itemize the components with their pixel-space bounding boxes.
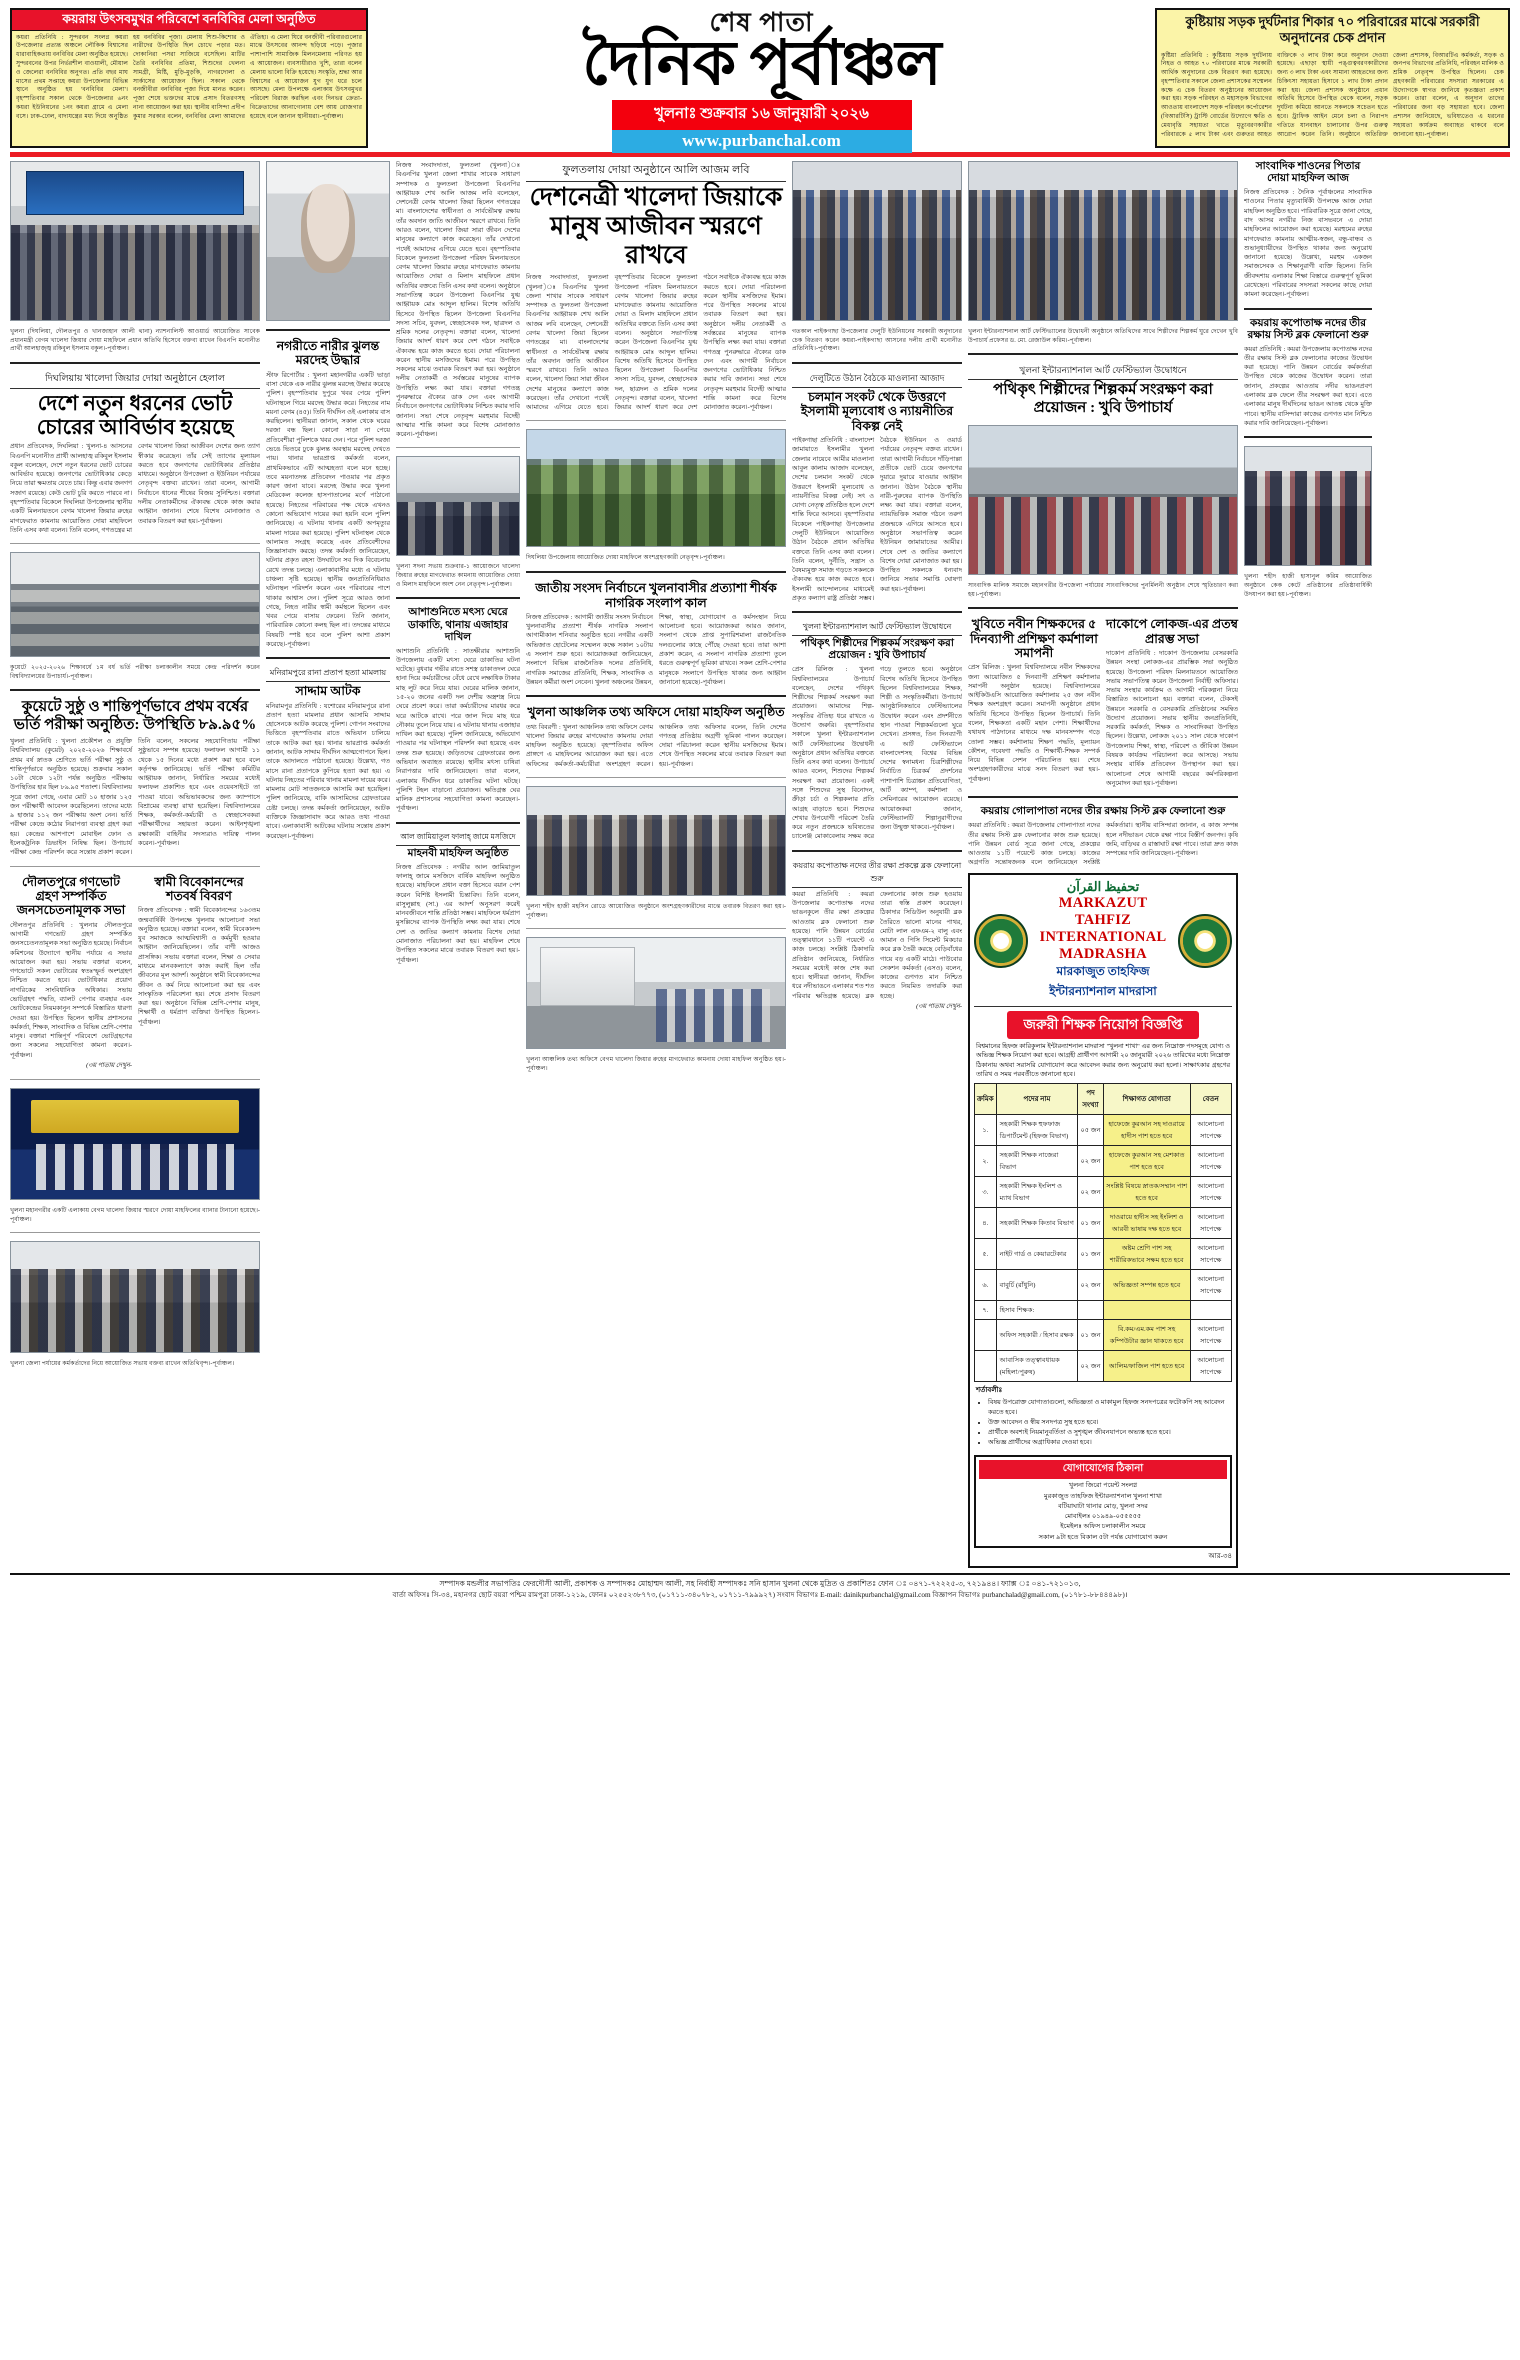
teaser-left-headline: কয়রায় উৎসবমুখর পরিবেশে বনবিবির মেলা অনুষ্ঠিত bbox=[12, 10, 366, 31]
contact-line: সকাল ৯টা হতে বিকাল ৫টা পর্যন্ত যোগাযোগ করুন bbox=[1038, 1533, 1168, 1541]
table-cell: ৭. bbox=[975, 1301, 997, 1320]
table-cell: সহকারী শিক্ষক নাজেরা বিভাগ bbox=[996, 1146, 1078, 1177]
table-cell: আলোচনা সাপেক্ষে bbox=[1190, 1239, 1231, 1270]
photo-award-ceremony bbox=[968, 161, 1238, 321]
article-jatiyo-sangsad bbox=[526, 581, 786, 687]
ad-conditions bbox=[974, 1382, 1232, 1451]
table-cell: সহকারী শিক্ষক ইংলিশ ও ম্যাথ বিভাগ bbox=[996, 1177, 1078, 1208]
article-body: আশাশুনি প্রতিনিধি : সাতক্ষীরার আশাশুনি উপজেলায় একটি মৎস্য ঘেরে ডাকাতির ঘটনা ঘটেছে। বুধবার গভীর রাতে সশস্ত্র ডাকাতদল ঘেরে হানা দিয়ে কর্মচারীদের বেঁধে রেখে লক্ষাধিক টাকার মাছ লুট করে নিয়ে যায়। ঘেরের মালিক জানান, ১৫-২০ জনের একটি দল দেশীয় অস্ত্রশস্ত্র নিয়ে ঘেরে প্রবেশ করে। তারা কর্মচারীদের মারধর করে ঘরে আটকে রাখে। পরে জাল দিয়ে মাছ ধরে নৌকায় তুলে নিয়ে যায়। এ ঘটনায় থানায় এজাহার দাখিল করা হয়েছে। পুলিশ জানিয়েছে, অভিযোগ পাওয়ার পর ঘটনাস্থল পরিদর্শন করা হয়েছে এবং তদন্ত শুরু হয়েছে। জড়িতদের গ্রেফতারের জন্য অভিযান অব্যাহত রয়েছে। স্থানীয় মৎস্য চাষিরা নিরাপত্তার দাবি জানিয়েছেন। তারা বলেন, এলাকায় দীর্ঘদিন ধরে ডাকাতির ঘটনা ঘটছে। পুলিশি টহল বাড়ানো প্রয়োজন। ক্ষতিগ্রস্ত ঘের মালিক প্রশাসনের সহযোগিতা কামনা করেছেন।-পূর্বাঞ্চল। bbox=[396, 647, 520, 813]
article-body: নিজস্ব প্রতিবেদক : নগরীর আল জামিয়াতুল ফালাহ্ জামে মসজিদে বার্ষিক মাহফিল অনুষ্ঠিত হয়েছে। মাহফিলে প্রধান বক্তা হিসেবে বয়ান পেশ করেন বিশিষ্ট ইসলামী চিন্তাবিদ। তিনি বলেন, রাসুলুল্লাহ (সা.) এর আদর্শ অনুসরণ করেই মানবজীবনে শান্তি প্রতিষ্ঠা সম্ভব। মাহফিলে ধর্মপ্রাণ মুসল্লিদের ব্যাপক উপস্থিতি লক্ষ্য করা যায়। শেষে দেশ ও জাতির কল্যাণ কামনায় বিশেষ দোয়া মোনাজাত পরিচালনা করা হয়। মাহফিল শেষে উপস্থিত সকলের মাঝে তবারক বিতরণ করা হয়।-পূর্বাঞ্চল। bbox=[396, 863, 520, 964]
article-headline: আশাশুনিতে মৎস্য ঘেরে ডাকাতি, থানায় এজাহার দাখিল bbox=[407, 607, 509, 643]
table-cell: ০১ জন bbox=[1078, 1208, 1104, 1239]
caption-award-ceremony: খুলনা ইন্টারন্যাশনাল আর্ট ফেস্টিভ্যালের উদ্বোধনী অনুষ্ঠানে অতিথিদের সাথে শিল্পীদের শিল্পকর্ম ঘুরে দেখেন খুবি উপাচার্য প্রফেসর ড. মো. রেজাউল করিম।-পূর্বাঞ্চল। bbox=[968, 328, 1238, 344]
article-kicker: খুলনা ইন্টারন্যাশনাল আর্ট ফেস্টিভ্যাল উদ্বোধনে bbox=[792, 621, 962, 636]
list-item: • প্রার্থীকে অবশ্যই নিয়মানুবর্তিতা ও সুশৃঙ্খল জীবনযাপনে অভ্যস্ত হতে হবে। bbox=[988, 1428, 1230, 1438]
teaser-box-right bbox=[1155, 8, 1510, 148]
table-cell: অফিস সহকারী / হিসাব রক্ষক bbox=[996, 1320, 1078, 1351]
table-cell: ৪. bbox=[975, 1208, 997, 1239]
article-body: পাইকগাছা প্রতিনিধি : বাংলাদেশ জামায়াতে ইসলামীর খুলনা জেলার নায়েবে আমীর মাওলানা আবুল কালাম আজাদ বলেছেন, দেশের চলমান সংকট থেকে উত্তরণে ইসলামী মূল্যবোধ ও ন্যায়নীতির বিকল্প নেই। সৎ ও যোগ্য নেতৃত্ব প্রতিষ্ঠিত হলে দেশে শান্তি ফিরে আসবে। বৃহস্পতিবার বিকেলে পাইকগাছা উপজেলার দেলুটি ইউনিয়নে আয়োজিত উঠান বৈঠকে প্রধান অতিথির বক্তব্যে তিনি এসব কথা বলেন। তিনি বলেন, দুর্নীতি, সন্ত্রাস ও বৈষম্যমুক্ত সমাজ গড়তে সকলকে ঐক্যবদ্ধ হয়ে কাজ করতে হবে। ইসলামী আন্দোলনের মাধ্যমেই প্রকৃত কল্যাণ রাষ্ট্র প্রতিষ্ঠা সম্ভব। বৈঠকে ইউনিয়ন ও ওয়ার্ড পর্যায়ের নেতৃবৃন্দ বক্তব্য রাখেন। তারা আগামী নির্বাচনে দাঁড়িপাল্লা প্রতীকে ভোট চেয়ে জনগণের দুয়ারে দুয়ারে যাওয়ার আহ্বান জানান। উঠান বৈঠকে স্থানীয় নারী-পুরুষের ব্যাপক উপস্থিতি লক্ষ্য করা যায়। বক্তারা বলেন, ন্যায়ভিত্তিক সমাজ গঠনে তরুণ প্রজন্মকে এগিয়ে আসতে হবে। অনুষ্ঠানে সভাপতিত্ব করেন ইউনিয়ন জামায়াতের আমীর। শেষে দেশ ও জাতির কল্যাণে বিশেষ দোয়া মোনাজাত করা হয়। উপস্থিত সকলকে ধন্যবাদ জানিয়ে সভার সমাপ্তি ঘোষণা করা হয়।-পূর্বাঞ্চল। bbox=[792, 437, 962, 602]
lead-kicker: ফুলতলায় দোয়া অনুষ্ঠানে আলি আজম লবি bbox=[526, 161, 786, 182]
column-6 bbox=[968, 161, 1238, 1568]
caption-art-festival: সাংবাদিক মালিক সমাজে মহানগরীর উপজেলা পর্যায়ের সাংবাদিকদের পুনর্মিলনী অনুষ্ঠান শেষে স্মৃতিচারণ করা হয়।-পূর্বাঞ্চল। bbox=[968, 581, 1238, 598]
photo-stage-event bbox=[396, 456, 520, 556]
article-body: নিজস্ব প্রতিবেদক : আগামী জাতীয় সংসদ নির্বাচনে খুলনাবাসীর প্রত্যাশা শীর্ষক নাগরিক সংলাপ আগামীকাল শনিবার অনুষ্ঠিত হবে। নগরীর একটি অভিজাত হোটেলের সম্মেলন কক্ষে সকাল ১০টায় এ সংলাপ শুরু হবে। আয়োজকরা জানিয়েছেন, সংলাপে বিভিন্ন রাজনৈতিক দলের প্রতিনিধি, নাগরিক সমাজের প্রতিনিধি, শিক্ষক, সাংবাদিক ও উন্নয়ন কর্মীরা অংশ নেবেন। খুলনা অঞ্চলের উন্নয়ন, শিক্ষা, স্বাস্থ্য, যোগাযোগ ও কর্মসংস্থান নিয়ে আলোচনা হবে। আয়োজকরা আরও জানান, সংলাপ থেকে প্রাপ্ত সুপারিশমালা রাজনৈতিক দলগুলোর কাছে পৌঁছে দেওয়া হবে। তারা আশা প্রকাশ করেন, এ সংলাপ নাগরিক প্রত্যাশা তুলে ধরতে গুরুত্বপূর্ণ ভূমিকা রাখবে। সকল শ্রেণি-পেশার মানুষকে সংলাপে উপস্থিত থাকার জন্য আহ্বান জানানো হয়েছে।-পূর্বাঞ্চল। bbox=[526, 613, 786, 686]
nameplate-title: দৈনিক পূর্বাঞ্চল bbox=[582, 30, 941, 98]
article-headline: পথিকৃৎ শিল্পীদের শিল্পকর্ম সংরক্ষণ করা প্রয়োজন : খুবি উপাচার্য bbox=[993, 382, 1213, 416]
table-cell: ০১ জন bbox=[1078, 1320, 1104, 1351]
madrasha-logo-icon-2 bbox=[1178, 914, 1232, 968]
article-vote-chor bbox=[10, 372, 260, 535]
article-headline: কয়রায় গোলাপাতা নদের তীর রক্ষায় সিস্ট ব্লক ফেলানো শুরু bbox=[980, 806, 1226, 818]
article-body: তথ্য বিবরণী : খুলনা আঞ্চলিক তথ্য অফিসে বেগম খালেদা জিয়ার রুহের মাগফেরাত কামনায় দোয়া মাহফিল অনুষ্ঠিত হয়েছে। বৃহস্পতিবার অফিস প্রাঙ্গণে এ মাহফিলের আয়োজন করা হয়। এতে অফিসের কর্মকর্তা-কর্মচারীরা অংশগ্রহণ করেন। আঞ্চলিক তথ্য অফিসার বলেন, তিনি দেশের গণতন্ত্র প্রতিষ্ঠায় অগ্রণী ভূমিকা পালন করেছেন। দোয়া পরিচালনা করেন স্থানীয় মসজিদের ইমাম। শেষে উপস্থিত সকলের মাঝে তবারক বিতরণ করা হয়।-পূর্বাঞ্চল। bbox=[526, 723, 786, 768]
madrasha-logo-icon bbox=[974, 914, 1028, 968]
article-khulna-ancholik bbox=[526, 705, 786, 769]
article-khubi-training bbox=[968, 617, 1100, 788]
table-cell: ০২ জন bbox=[1078, 1351, 1104, 1382]
article-kicker: কয়রায় কপোতাক্ষ নদের তীর রক্ষা প্রকল্পে ব্লক ফেলানো শুরু bbox=[792, 860, 962, 888]
contact-line: বটিয়াঘাটা থানার মোড়, খুলনা সদর bbox=[1058, 1502, 1148, 1510]
article-body: নিজস্ব প্রতিবেদক : দৈনিক পূর্বাঞ্চলের সাংবাদিক শাওনের পিতার মৃত্যুবার্ষিকী উপলক্ষে আজ দোয়া মাহফিল অনুষ্ঠিত হবে। পারিবারিক সূত্রে জানা গেছে, বাদ আসর নগরীর নিজ বাসভবনে এ দোয়া মাহফিলের আয়োজন করা হয়েছে। মরহুমের রুহের মাগফেরাত কামনায় আত্মীয়-স্বজন, বন্ধু-বান্ধব ও শুভানুধ্যায়ীদের উপস্থিত থাকার জন্য অনুরোধ জানানো হয়েছে। উল্লেখ্য, মরহুম একজন সমাজসেবক ও শিক্ষানুরাগী ব্যক্তি ছিলেন। তিনি জীবদ্দশায় এলাকার শিক্ষা বিস্তারে গুরুত্বপূর্ণ ভূমিকা রেখেছেন। পরিবারের সদস্যরা সকলের কাছে দোয়া কামনা করেছেন।-পূর্বাঞ্চল। bbox=[1244, 189, 1372, 299]
photo-kuet-exam bbox=[10, 552, 260, 657]
caption-office-event: খুলনা আঞ্চলিক তথ্য অফিসে বেগম খালেদা জিয়ার রুহের মাগফেরাত কামনায় দোয়া মাহফিল অনুষ্ঠিত হয়।-পূর্বাঞ্চল। bbox=[526, 1056, 786, 1072]
article-headline: চলমান সংকট থেকে উত্তরণে ইসলামী মূল্যবোধ ও ন্যায়নীতির বিকল্প নেই bbox=[800, 390, 954, 433]
table-row bbox=[975, 1270, 1232, 1301]
nameplate-dateline: খুলনাঃ শুক্রবার ১৬ জানুয়ারী ২০২৬ bbox=[612, 100, 912, 130]
article-al-jamiatul bbox=[396, 832, 520, 965]
article-headline: মাহনবী মাহফিল অনুষ্ঠিত bbox=[407, 847, 509, 859]
table-cell: ৫. bbox=[975, 1239, 997, 1270]
table-cell: দাওরায়ে হাদীস সহ ইংলিশ ও আরবী ভাষায় দক্ষ হতে হবে bbox=[1103, 1208, 1190, 1239]
article-dakope bbox=[1106, 617, 1238, 788]
th-count: পদ সংখ্যা bbox=[1078, 1084, 1104, 1115]
table-cell: ০২ জন bbox=[1078, 1177, 1104, 1208]
article-monirampur bbox=[266, 667, 390, 841]
ad-conditions-list bbox=[988, 1398, 1230, 1448]
ad-arabic-name: تحفيظ القرآن bbox=[1066, 878, 1140, 894]
table-header-row bbox=[975, 1084, 1232, 1115]
article-kicker: খুলনা ইন্টারন্যাশনাল আর্ট ফেস্টিভ্যাল উদ্বোধনে bbox=[968, 363, 1238, 380]
right-dual-block bbox=[968, 363, 1238, 420]
article-body: কয়রা প্রতিনিধি : কয়রা উপজেলার গোলাপাতা নদের তীর রক্ষায় সিস্ট ব্লক ফেলানোর কাজ শুরু হয়েছে। পানি উন্নয়ন বোর্ড সূত্রে জানা গেছে, প্রকল্পের আওতায় ১১টি পয়েন্টে কাজ চলছে। কাজের অগ্রগতি সন্তোষজনক বলে জানিয়েছেন সংশ্লিষ্ট কর্মকর্তারা। স্থানীয় বাসিন্দারা জানান, এ কাজ সম্পন্ন হলে নদীভাঙন থেকে রক্ষা পাবে বিস্তীর্ণ জনপদ। কৃষি জমি, বাড়িঘর ও রাস্তাঘাট রক্ষা পাবে। তারা দ্রুত কাজ সম্পন্নের দাবি জানিয়েছেন।-পূর্বাঞ্চল। bbox=[968, 822, 1238, 867]
table-cell: আলোচনা সাপেক্ষে bbox=[1190, 1115, 1231, 1146]
table-cell: সংশ্লিষ্ট বিষয়ে স্নাতক/সম্মান পাশ হতে হবে bbox=[1103, 1177, 1190, 1208]
caption-stage-event: খুলনা সদনা সভায় শুক্রবার-১ আয়োজনে খালেদা জিয়ার রুহের মাগফেরাত কামনায় আয়োজিত দোয়া ও মিলাদ মাহফিলে অংশ নেন নেতৃবৃন্দ।-পূর্বাঞ্চল। bbox=[396, 563, 520, 588]
table-row bbox=[975, 1301, 1232, 1320]
table-row bbox=[975, 1115, 1232, 1146]
ad-conditions-title: শর্তাবলীঃ bbox=[976, 1386, 1003, 1395]
photo-portrait bbox=[266, 161, 390, 321]
article-doulatpur bbox=[10, 875, 132, 1071]
table-cell: সহকারী শিক্ষক কিতাব বিভাগ bbox=[996, 1208, 1078, 1239]
caption-kuet-exam: কুয়েটে ২০২৫-২০২৬ শিক্ষাবর্ষে ১ম বর্ষ ভর্তি পরীক্ষা চলাকালীন সময়ে কেন্দ্র পরিদর্শন করেন বিশ্ববিদ্যালয়ের উপাচার্য।-পূর্বাঞ্চল। bbox=[10, 664, 260, 680]
article-jump[interactable]: (৩য় পাতায় দেখুন- bbox=[916, 1003, 962, 1011]
article-headline: দৌলতপুরে গণভোট গ্রহণ সম্পর্কিত জনসচেতনামূলক সভা bbox=[16, 874, 126, 918]
lead-body-part1: নিজস্ব সংবাদদাতা, ফুলতলা (খুলনা)ঃ বিএনপির খুলনা জেলা শাখার সাবেক সাধারণ সম্পাদক ও ফুলতলা উপজেলা বিএনপির আহ্বায়ক শেখ আলি আজম লবি বলেছেন, দেশনেত্রী বেগম খালেদা জিয়া ছিলেন গণতন্ত্রের মা। বাংলাদেশের স্বাধীনতা ও সার্বভৌমত্ব রক্ষায় তাঁর অবদান জাতি আজীবন স্মরণে রাখবে। তিনি আরও বলেন, খালেদা জিয়া সারা জীবন দেশের মানুষের কল্যাণে কাজ করেছেন। তাঁর দেখানো পথেই আমাদের এগিয়ে যেতে হবে। বৃহস্পতিবার বিকেলে ফুলতলা উপজেলা পরিষদ মিলনায়তনে বেগম খালেদা জিয়ার রুহের মাগফেরাত কামনায় আয়োজিত দোয়া ও মিলাদ মাহফিলে প্রধান অতিথির বক্তব্যে তিনি এসব কথা বলেন। অনুষ্ঠানে সভাপতিত্ব করেন উপজেলা বিএনপির যুগ্ম আহ্বায়ক মোঃ আব্দুল হালিম। বিশেষ অতিথি হিসেবে উপস্থিত ছিলেন উপজেলা বিএনপির সদস্য সচিব, যুবদল, স্বেচ্ছাসেবক দল, ছাত্রদল ও শ্রমিক দলের নেতৃবৃন্দ। বক্তারা বলেন, খালেদা জিয়ার আদর্শ ধারণ করে দেশ গঠনে সবাইকে ঐক্যবদ্ধ হয়ে কাজ করতে হবে। দোয়া পরিচালনা করেন স্থানীয় মসজিদের ইমাম। পরে উপস্থিত সকলের মাঝে তবারক বিতরণ করা হয়। অনুষ্ঠানে দলীয় নেতাকর্মী ও সর্বস্তরের মানুষের ব্যাপক উপস্থিতি লক্ষ্য করা যায়। বক্তারা গণতন্ত্র পুনরুদ্ধারে ঐক্যের ডাক দেন এবং আগামী নির্বাচনে জনগণের ভোটাধিকার নিশ্চিত করার দাবি জানান। সভা শেষে নেতৃবৃন্দ মরহুমার বিদেহী আত্মার শান্তি কামনা করে বিশেষ মোনাজাত করেন।-পূর্বাঞ্চল। bbox=[396, 162, 520, 439]
table-cell: ০৫ জন bbox=[1078, 1115, 1104, 1146]
teaser-left-body: কয়রা প্রতিনিধি : সুন্দরবন সংলগ্ন কয়রা উপজেলার প্রত্যন্ত অঞ্চলে লৌকিক বিশ্বাসের ধারাবাহিকতায় বনবিবির মেলা অনুষ্ঠিত হয়েছে। সুন্দরবনের উপর নির্ভরশীল বাওয়ালী, মৌয়াল ও জেলেরা বনবিবির অনুগত। প্রতি বছর মাঘ মাসের প্রথম সপ্তাহে কয়রা উপজেলার বিভিন্ন স্থানে অনুষ্ঠিত হয় 'বনবিবির মেলা'। বৃহস্পতিবার সকাল থেকে উপজেলার ৬নং কয়রা ইউনিয়নের ১নং কয়রা গ্রামে এ মেলা বসে। ঢাক-ঢোল, বাদ্যযন্ত্রের মধ্য দিয়ে অনুষ্ঠিত হয় বনবিবির পূজা। মেলায় শিশু-কিশোর ও নারীদের উপস্থিতি ছিল চোখে পড়ার মত। দোকানিরা পসরা সাজিয়ে বসেছিল। মাটির তৈরি বনবিবির প্রতিমা, শিশুদের খেলনা সামগ্রী, মিষ্টি, মুড়ি-মুড়কি, নাগরদোলা ও সার্কাসের আয়োজন ছিল। সকাল থেকে বনজীবীরা বনবিবির পূজা দিয়ে মানত করেন। পূজা শেষে ভক্তদের মাঝে প্রসাদ বিতরণসহ নানা আয়োজন করা হয়। স্থানীয় বাসিন্দা প্রদীপ কুমার সরকার বলেন, বনবিবির মেলা আমাদের ঐতিহ্য। এ মেলা ঘিরে বনজীবী পরিবারগুলোর মাঝে উৎসবের আনন্দ ছড়িয়ে পড়ে। পূজার পাশাপাশি সামাজিক মিলনমেলায় পরিণত হয় এ আয়োজন। ব্যবসায়ীরাও খুশি, তারা বলেন মেলায় ভালো বিক্রি হয়েছে। সংস্কৃতি, শ্রদ্ধা আর বিশ্বাসের এ আয়োজন যুগ যুগ ধরে চলে আসছে। মেলা উপলক্ষে এলাকায় উৎসবমুখর পরিবেশ বিরাজ করছিল এবং দিনভর ক্রেতা-বিক্রেতাদের আনাগোনায় বেশ আয় রোজগার হয়েছে বলে জানান স্থানীয়রা।-পূর্বাঞ্চল। bbox=[16, 33, 362, 120]
table-cell: আলোচনা সাপেক্ষে bbox=[1190, 1320, 1231, 1351]
table-cell: নাইট গার্ড ও কেয়ারটেকার bbox=[996, 1239, 1078, 1270]
article-kicker: দিঘলিয়ায় খালেদা জিয়ার দোয়া অনুষ্ঠানে হেলাল bbox=[10, 372, 260, 389]
table-cell: ৩. bbox=[975, 1177, 997, 1208]
article-headline: দাকোপে লোকজ-এর প্রতম্ব প্রারম্ভ সভা bbox=[1106, 617, 1238, 646]
table-cell: সহকারী শিক্ষক হুফফাজ ডিপার্টমেন্ট (হিফজ বিভাগ) bbox=[996, 1115, 1078, 1146]
ad-vacancy-table bbox=[974, 1083, 1232, 1382]
photo-doa-mahfil-hall bbox=[10, 161, 260, 321]
table-cell: হাফেজে কুরআন সহ মেশকাত পাশ হতে হবে bbox=[1103, 1146, 1190, 1177]
ad-contact-title: যোগাযোগের ঠিকানা bbox=[979, 1460, 1227, 1479]
ad-intro: বিশ্বমানের হিফজ কারিকুলাম ইন্টারন্যাশনাল মাদরাসা "খুলনা শাখা" এর জন্য নিম্নোক্ত পদসমূহে যোগ্য ও অভিজ্ঞ শিক্ষক নিয়োগ করা হবে। আগ্রহী প্রার্থীগণ আগামী ২০ জানুয়ারী ২০২৬ তারিখের মধ্যে নিম্নোক্ত ঠিকানায় অথবা সরাসরি যোগাযোগ করে আবেদন করার জন্য অনুরোধ করা হলো। সাক্ষাৎকার গ্রহণের তারিখ ও সময় পরবর্তীতে জানানো হবে। bbox=[976, 1042, 1230, 1079]
contact-line: খুলনা জিরো পয়েন্ট সংলগ্ন bbox=[1068, 1482, 1138, 1490]
article-headline: সাংবাদিক শাওনের পিতার দোয়া মাহফিল আজ bbox=[1255, 161, 1361, 185]
article-kicker: মনিরামপুরে রানা প্রতাপ হত্যা মামলায় bbox=[266, 667, 390, 682]
nameplate bbox=[374, 8, 1149, 151]
table-cell: আলোচনা সাপেক্ষে bbox=[1190, 1351, 1231, 1382]
table-cell: বি.কম/এম.কম পাশ সহ কম্পিউটার জ্ঞান থাকতে হবে bbox=[1103, 1320, 1190, 1351]
table-cell: আলোচনা সাপেক্ষে bbox=[1190, 1146, 1231, 1177]
table-cell: আলোচনা সাপেক্ষে bbox=[1190, 1208, 1231, 1239]
article-headline: দেশে নতুন ধরনের ভোট চোরের আবির্ভাব হয়েছে bbox=[36, 391, 234, 440]
ad-table-body bbox=[975, 1115, 1232, 1382]
column-3 bbox=[396, 161, 520, 1568]
nameplate-kicker: শেষ পাতা bbox=[709, 8, 814, 37]
article-body: মনিরামপুর প্রতিনিধি : যশোরের মনিরামপুরে রানা প্রতাপ হত্যা মামলার প্রধান আসামি সাদ্দাম হোসেনকে আটক করেছে পুলিশ। গোপন সংবাদের ভিত্তিতে বৃহস্পতিবার রাতে অভিযান চালিয়ে তাকে আটক করা হয়। থানার ভারপ্রাপ্ত কর্মকর্তা জানান, আটক সাদ্দাম দীর্ঘদিন আত্মগোপনে ছিল। তাকে আদালতে পাঠানো হয়েছে। উল্লেখ্য, গত মাসে রানা প্রতাপকে কুপিয়ে হত্যা করা হয়। এ ঘটনায় নিহতের পরিবার থানায় মামলা দায়ের করে। মামলায় মোট সাতজনকে আসামি করা হয়েছিল। পুলিশ জানিয়েছে, বাকি আসামিদের গ্রেফতারের চেষ্টা চলছে। তদন্ত কর্মকর্তা জানিয়েছেন, আটক ব্যক্তিকে জিজ্ঞাসাবাদ করে আরও তথ্য পাওয়া যাবে। এলাকাবাসী আটকের ঘটনায় সন্তোষ প্রকাশ করেছেন।-পূর্বাঞ্চল। bbox=[266, 702, 390, 840]
table-cell: ০২ জন bbox=[1078, 1270, 1104, 1301]
table-row bbox=[975, 1208, 1232, 1239]
table-cell: আলোচনা সাপেক্ষে bbox=[1190, 1177, 1231, 1208]
table-cell: বাবুর্চি (রাঁধুনি) bbox=[996, 1270, 1078, 1301]
table-cell: ২. bbox=[975, 1146, 997, 1177]
photo-dining-event bbox=[526, 786, 786, 896]
article-kicker: দেলুটিতে উঠান বৈঠকে মাওলানা আজাদ bbox=[792, 372, 962, 388]
article-headline: খুলনা আঞ্চলিক তথ্য অফিসে দোয়া মাহফিল অনুষ্ঠিত bbox=[527, 705, 785, 720]
article-journalist bbox=[1244, 161, 1372, 300]
table-row bbox=[975, 1351, 1232, 1382]
photo-indoor-meeting bbox=[10, 1241, 260, 1353]
contact-line: ইমেইলঃ অফিস চলাকালীন সময়ে bbox=[1060, 1523, 1146, 1531]
article-body: দাকোপ প্রতিনিধি : দাকোপ উপজেলায় বেসরকারি উন্নয়ন সংস্থা লোকজ-এর প্রারম্ভিক সভা অনুষ্ঠিত হয়েছে। উপজেলা পরিষদ মিলনায়তনে আয়োজিত সভায় সভাপতিত্ব করেন উপজেলা নির্বাহী অফিসার। সভায় সংস্থার কার্যক্রম ও আগামী পরিকল্পনা নিয়ে বিস্তারিত আলোচনা হয়। বক্তারা বলেন, টেকসই উন্নয়নে সরকারি ও বেসরকারি প্রতিষ্ঠানের সমন্বিত উদ্যোগ প্রয়োজন। সভায় স্থানীয় জনপ্রতিনিধি, সরকারি কর্মকর্তা, শিক্ষক ও সাংবাদিকরা উপস্থিত ছিলেন। উল্লেখ্য, লোকজ ২০১১ সাল থেকে দাকোপ উপজেলায় শিক্ষা, স্বাস্থ্য, পরিবেশ ও জীবিকা উন্নয়ন বিষয়ক কার্যক্রম পরিচালনা করে আসছে। সভায় সংস্থার বার্ষিক প্রতিবেদন উপস্থাপন করা হয়। আলোচনা শেষে আগামী বছরের কর্মপরিকল্পনা অনুমোদন করা হয়।-পূর্বাঞ্চল। bbox=[1106, 649, 1238, 787]
table-cell: অষ্টম শ্রেণি পাশ সহ শারীরিকভাবে সক্ষম হতে হবে bbox=[1103, 1239, 1190, 1270]
article-body: স্টাফ রিপোর্টার : খুলনা মহানগরীর একটি ভাড়া বাসা থেকে এক নারীর ঝুলন্ত মরদেহ উদ্ধার করেছে পুলিশ। বৃহস্পতিবার দুপুরে খবর পেয়ে পুলিশ ঘটনাস্থলে গিয়ে মরদেহ উদ্ধার করে। নিহতের নাম ময়না বেগম (৪৫)। তিনি দীর্ঘদিন ওই এলাকায় বাস করছিলেন। স্থানীয়রা জানান, সকাল থেকে ঘরের দরজা বন্ধ ছিল। কোনো সাড়া না পেয়ে প্রতিবেশীরা পুলিশকে খবর দেন। পরে পুলিশ দরজা ভেঙে ভিতরে ঢুকে ঝুলন্ত অবস্থায় মরদেহ দেখতে পায়। থানার ভারপ্রাপ্ত কর্মকর্তা বলেন, প্রাথমিকভাবে এটি আত্মহত্যা বলে মনে হচ্ছে। তবে ময়নাতদন্ত প্রতিবেদন পাওয়ার পর প্রকৃত কারণ জানা যাবে। মরদেহ উদ্ধার করে খুলনা মেডিকেল কলেজ হাসপাতালের মর্গে পাঠানো হয়েছে। নিহতের পরিবারের পক্ষ থেকে এখনও কোনো অভিযোগ দায়ের করা হয়নি বলে পুলিশ জানিয়েছে। এ ঘটনায় থানায় একটি অপমৃত্যুর মামলা দায়ের করা হয়েছে। পুলিশ ঘটনাস্থল থেকে আলামত সংগ্রহ করেছে এবং প্রতিবেশীদের জিজ্ঞাসাবাদ করছে। তদন্ত কর্মকর্তা জানিয়েছেন, ঘটনার প্রকৃত রহস্য উদঘাটনে সব দিক বিবেচনায় রেখে তদন্ত চলছে। এলাকাবাসীর মধ্যে এ ঘটনায় চাঞ্চল্য সৃষ্টি হয়েছে। স্থানীয় জনপ্রতিনিধিরাও ঘটনাস্থল পরিদর্শন করেন এবং পরিবারের পাশে থাকার আশ্বাস দেন। পুলিশ সূত্রে আরও জানা গেছে, নিহত নারীর স্বামী কর্মস্থলে ছিলেন এবং খবর পেয়ে বাসায় ফেরেন। তিনি জানান, পারিবারিক কোনো কলহ ছিল না। তদন্তের মাধ্যমে বিষয়টি স্পষ্ট হবে বলে পুলিশ আশা প্রকাশ করেছে।-পূর্বাঞ্চল। bbox=[266, 371, 390, 648]
table-cell: আলোচনা সাপেক্ষে bbox=[1190, 1270, 1231, 1301]
footer-line-1: সম্পাদক মন্ডলীর সভাপতিঃ ফেরদৌসী আলী, প্রকাশক ও সম্পাদকঃ মোহাম্মদ আলী, সহ নির্বাহী সম্পাদকঃ সনি হাসান খুলনা থেকে মুদ্রিত ও প্রকাশিতঃ ফোন ঃ ০৪৭১-৭২২২৫-৩, ৭২১৯৪৪। ফ্যাক্স ঃ ০৪১-৭২১০১৩, bbox=[439, 1578, 1081, 1588]
column-1 bbox=[10, 161, 260, 1568]
lead-story bbox=[526, 161, 786, 412]
column-2 bbox=[266, 161, 390, 1568]
article-headline: সাদ্দাম আটক bbox=[295, 684, 361, 699]
table-cell bbox=[1190, 1301, 1231, 1320]
th-salary: বেতন bbox=[1190, 1084, 1231, 1115]
article-ashashuni bbox=[396, 607, 520, 813]
table-cell: ৬. bbox=[975, 1270, 997, 1301]
right-dual-block-2 bbox=[968, 617, 1238, 788]
table-row bbox=[975, 1320, 1232, 1351]
photo-cake-cutting bbox=[1244, 446, 1372, 566]
photo-green-event bbox=[526, 429, 786, 547]
table-cell: অভিজ্ঞতা সম্পন্ন হতে হবে bbox=[1103, 1270, 1190, 1301]
ad-bangla-name: মারকাজুত তাহফিজ ইন্টারন্যাশনাল মাদরাসা bbox=[1049, 963, 1157, 998]
article-body: খুলনা প্রতিনিধি : খুলনা প্রকৌশল ও প্রযুক্তি বিশ্ববিদ্যালয় (কুয়েট) ২০২৫-২০২৬ শিক্ষাবর্ষে প্রথম বর্ষ স্নাতক শ্রেণিতে ভর্তি পরীক্ষা সুষ্ঠু ও শান্তিপূর্ণভাবে অনুষ্ঠিত হয়েছে। শুক্রবার সকাল ১০টা থেকে ১২টা পর্যন্ত অনুষ্ঠিত পরীক্ষায় উপস্থিতির হার ছিল ৮৯.৯৫ শতাংশ। বিশ্ববিদ্যালয় সূত্রে জানা গেছে, এবার মোট ১০ হাজার ১২৫ জন পরীক্ষার্থী আবেদন করেছিলেন। তাদের মধ্যে ৯ হাজার ১১২ জন পরীক্ষায় অংশ নেন। ভর্তি পরীক্ষা কেন্দ্রে কঠোর নিরাপত্তা ব্যবস্থা গ্রহণ করা হয়। কেন্দ্রের আশপাশে মোবাইল ফোন ও ইলেকট্রনিক ডিভাইস নিষিদ্ধ ছিল। উপাচার্য পরীক্ষা কেন্দ্র পরিদর্শন করে সন্তোষ প্রকাশ করেন। তিনি বলেন, সকলের সহযোগিতায় পরীক্ষা সুষ্ঠুভাবে সম্পন্ন হয়েছে। ফলাফল আগামী ১১ থেকে ১৫ দিনের মধ্যে প্রকাশ করা হবে বলে কর্তৃপক্ষ জানিয়েছে। ভর্তি পরীক্ষা কমিটির আহ্বায়ক জানান, নির্ধারিত সময়ের মধ্যেই ফলাফল প্রকাশিত হবে এবং ওয়েবসাইটে তা পাওয়া যাবে। অভিভাবকদের জন্য ক্যাম্পাসে বিশ্রামের ব্যবস্থা রাখা হয়েছিল। বিশ্ববিদ্যালয়ের শিক্ষক, কর্মকর্তা-কর্মচারী ও স্বেচ্ছাসেবকরা পরীক্ষার্থীদের সহায়তা করেন। আইনশৃঙ্খলা রক্ষাকারী বাহিনীর সদস্যরাও দায়িত্ব পালন করেন।-পূর্বাঞ্চল। bbox=[10, 737, 260, 857]
table-cell: হাফেজে কুরআন সহ দাওরায়ে হাদীস পাশ হতে হবে bbox=[1103, 1115, 1190, 1146]
column-4-lead bbox=[526, 161, 786, 1568]
article-vivekananda bbox=[138, 875, 260, 1071]
contact-line: মুরকাজুত তাহফিজ ইন্টারন্যাশনাল খুলনা শাখা bbox=[1044, 1492, 1162, 1500]
caption-doa-mahfil-hall: খুলনা (দিঘলিয়া, দৌলতপুর ও খানজাহান আলী থানা) ন্যাশনালিস্ট আওয়ার্ড আয়োজিত সাবেক প্রধানমন্ত্রী বেগম খালেদা জিয়ার দোয়া মাহফিলে প্রধান অতিথি হিসেবে বক্তব্য রাখেন বিএনপি মনোনীত প্রার্থী আলহাজ্জ্ব রকিবুল ইসলাম বকুল।-পূর্বাঞ্চল। bbox=[10, 328, 260, 353]
ad-banner-text: জরুরী শিক্ষক নিয়োগ বিজ্ঞপ্তি bbox=[1007, 1011, 1198, 1039]
table-row bbox=[975, 1239, 1232, 1270]
caption-cheque-distribution: গতকাল পাইকগাছা উপজেলার দেলুটি ইউনিয়নের সরকারী অনুদানের চেক বিতরণ করেন কয়রা-পাইকগাছা আসনের দলীয় প্রার্থী মনোনীত প্রতিনিধি।-পূর্বাঞ্চল। bbox=[792, 328, 962, 353]
list-item: • অভিজ্ঞ প্রার্থীদের অগ্রাধিকার দেওয়া হবে। bbox=[988, 1438, 1230, 1448]
page-footer bbox=[10, 1573, 1510, 1601]
content-grid bbox=[10, 161, 1510, 1568]
article-kuet bbox=[10, 699, 260, 857]
table-cell: আবাসিক তত্ত্বাবধায়ক (মহিলা/পুরুষ) bbox=[996, 1351, 1078, 1382]
footer-line-2: বার্তা অফিসঃ সি-৩৪, মহানগর ছোট বয়রা পশ্চিম রামপুরা ঢাকা-১২১৯, ফোনঃ ০২৫৫২৩৮৭৭৩, (০১৭১১-৩৪০৭৮২, ০১৭১১-৭৯৯৯২৭) সংবাদ বিভাগঃ E-mail: dainikpurbanchal@gmail.com বিজ্ঞাপন বিভাগঃ purbanchalad@gmail.com, (০১৭৮১-৮৮৪৪৪৯৮)। bbox=[392, 1590, 1128, 1599]
article-headline: জাতীয় সংসদ নির্বাচনে খুলনাবাসীর প্রত্যাশা শীর্ষক নাগরিক সংলাপ কাল bbox=[535, 581, 777, 610]
article-koyra-robbar bbox=[1244, 318, 1372, 429]
article-body: কয়রা প্রতিনিধি : কয়রা উপজেলার কপোতাক্ষ নদের ভাঙনকুলে তীর রক্ষা প্রকল্পের আওতায় ব্লক ফেলানো শুরু হয়েছে। পানি উন্নয়ন বোর্ডের তত্ত্বাবধানে ১১টি পয়েন্টে এ কাজ চলছে। সংশ্লিষ্ট ঠিকাদারি প্রতিষ্ঠান জানিয়েছে, নির্ধারিত সময়ের মধ্যেই কাজ শেষ করা হবে। স্থানীয়রা জানান, দীর্ঘদিন ধরে নদীভাঙনে এলাকার শত শত পরিবার ক্ষতিগ্রস্ত হয়েছে। ব্লক ফেলানোর কাজ শুরু হওয়ায় তারা স্বস্তি প্রকাশ করেছেন। ঠিকাদার সিডিউল অনুযায়ী ব্লক তৈরিতে ভালো মানের পাথর, মোটা লাল এফএম-২ বালু এবং আমান ও পিসি সিমেন্ট মিকচার করে ব্লক তৈরী করছে বেড়িবাঁধের গায়ে বড় একটি মাঠে। পাউবোর সেকশন কর্মকর্তা (এসও) বলেন, কাজের গুণগত মান নিশ্চিত করতে নিয়মিত তদারকি করা হচ্ছে। bbox=[792, 890, 962, 1000]
photo-memorial-banner bbox=[10, 1088, 260, 1200]
article-headline: নগরীতে নারীর ঝুলন্ত মরদেহ উদ্ধার bbox=[276, 339, 380, 368]
caption-green-event: দিঘলিয়া উপজেলায় আয়োজিত দোয়া মাহফিলে অংশগ্রহণকারী নেতৃবৃন্দ।-পূর্বাঞ্চল। bbox=[526, 554, 725, 562]
article-body: প্রধান প্রতিবেদক, দিঘলিয়া : খুলনা-৪ আসনের বিএনপি মনোনীত প্রার্থী আলহাজ্ব রকিবুল ইসলাম বকুল বলেছেন, দেশে নতুন ধরনের ভোট চোরের আবির্ভাব হয়েছে। জনগণের ভোটাধিকার কেড়ে নিয়ে তারা ক্ষমতায় যেতে চায়। কিন্তু এবার জনগণ সজাগ রয়েছে। কেউ ভোট চুরি করতে পারবে না। বৃহস্পতিবার বিকেলে দিঘলিয়া উপজেলার স্থানীয় একটি মিলনায়তনে বেগম খালেদা জিয়ার রুহের মাগফেরাত কামনায় আয়োজিত দোয়া মাহফিলে তিনি এসব কথা বলেন। তিনি বলেন, গণতন্ত্রের মা বেগম খালেদা জিয়া আজীবন দেশের জন্য ত্যাগ স্বীকার করেছেন। তাঁর সেই ত্যাগের মূল্যায়ন করতে হবে জনগণের ভোটাধিকার প্রতিষ্ঠার মাধ্যমে। অনুষ্ঠানে উপজেলা ও ইউনিয়ন পর্যায়ের নেতৃবৃন্দ বক্তব্য রাখেন। তারা বলেন, আগামী নির্বাচনে ধানের শীষের বিজয় সুনিশ্চিত। বক্তারা দলীয় নেতাকর্মীদের ঐক্যবদ্ধ থেকে কাজ করার আহ্বান জানান। শেষে বিশেষ মোনাজাত ও তবারক বিতরণ করা হয়।-পূর্বাঞ্চল। bbox=[10, 443, 260, 534]
contact-line: মোবাইলঃ ০১৯৪৯-০৫৫৫৫৫ bbox=[1064, 1513, 1142, 1521]
photo-art-festival bbox=[968, 425, 1238, 575]
article-body: কয়রা প্রতিনিধি : কয়রা উপজেলায় কপোতাক্ষ নদের তীর রক্ষায় সিস্ট ব্লক ফেলানোর কাজের উদ্বোধন করা হয়েছে। পানি উন্নয়ন বোর্ডের কর্মকর্তারা উপস্থিত থেকে কাজের উদ্বোধন করেন। তারা জানান, প্রকল্পের আওতায় নদীর ভাঙনপ্রবণ এলাকায় ব্লক ফেলে তীর সংরক্ষণ করা হবে। এতে এলাকার মানুষ দীর্ঘদিনের ভাঙন আতঙ্ক থেকে মুক্তি পাবে। স্থানীয় বাসিন্দারা কাজের গুণগত মান নিশ্চিত করার দাবি জানিয়েছেন।-পূর্বাঞ্চল। bbox=[1244, 345, 1372, 427]
photo-cheque-distribution bbox=[792, 161, 962, 321]
caption-dining-event: খুলনা শহীদ হাজী মহসিন রোডে আয়োজিত অনুষ্ঠানে অংশগ্রহণকারীদের মাঝে তবারক বিতরণ করা হয়।-পূর্বাঞ্চল। bbox=[526, 902, 786, 919]
article-body: দৌলতপুর প্রতিনিধি : খুলনার দৌলতপুরে আগামী গণভোট গ্রহণ সম্পর্কিত জনসচেতনতামূলক সভা অনুষ্ঠিত হয়েছে। নির্বাচন কমিশনের উদ্যোগে স্থানীয় পর্যায়ে এ সভার আয়োজন করা হয়। সভায় বক্তারা বলেন, গণভোটে সকল ভোটারের স্বতঃস্ফূর্ত অংশগ্রহণ নিশ্চিত করতে হবে। ভোটাধিকার প্রয়োগ নাগরিকের সাংবিধানিক অধিকার। সভায় ভোটগ্রহণ পদ্ধতি, ব্যালট পেপার ব্যবহার এবং ভোটকেন্দ্রের নিয়মকানুন সম্পর্কে বিস্তারিত ধারণা দেওয়া হয়। উপস্থিত ছিলেন স্থানীয় প্রশাসনের কর্মকর্তা, শিক্ষক, সাংবাদিক ও বিভিন্ন শ্রেণি-পেশার মানুষ। বক্তারা শান্তিপূর্ণ পরিবেশে ভোটগ্রহণের জন্য সকলের সহযোগিতা কামনা করেন।-পূর্বাঞ্চল। bbox=[10, 921, 132, 1059]
article-headline: কয়রায় কপোতাক্ষ নদের তীর রক্ষায় সিস্ট ব্লক ফেলানো শুরু bbox=[1247, 317, 1369, 341]
th-qualification: শিক্ষাগত যোগ্যতা bbox=[1103, 1084, 1190, 1115]
article-body: প্রেস রিলিজ : খুলনা বিশ্ববিদ্যালয়ের উপাচার্য বলেছেন, দেশের পথিকৃৎ শিল্পীদের শিল্পকর্ম সংরক্ষণ করা প্রয়োজন। আমাদের শিল্প-সংস্কৃতির ঐতিহ্য ধরে রাখতে এ উদ্যোগ জরুরি। বৃহস্পতিবার সকালে খুলনা ইন্টারন্যাশনাল আর্ট ফেস্টিভ্যালের উদ্বোধনী অনুষ্ঠানে প্রধান অতিথির বক্তব্যে তিনি এসব কথা বলেন। উপাচার্য আরও বলেন, শিশুদের শিল্পকর্ম সংরক্ষণ করা প্রয়োজন। একই সঙ্গে শিশুদের সুস্থ বিনোদন, ক্রীড়া চর্চা ও শিল্পকলার প্রতি আগ্রহ বাড়াতে হবে। শিশুদের শেখার উপযোগী পরিবেশ তৈরি করে নতুন প্রজন্মকে ভবিষ্যতের চ্যালেঞ্জ মোকাবেলায় সক্ষম করে গড়ে তুলতে হবে। অনুষ্ঠানে বিশেষ অতিথি হিসেবে উপস্থিত ছিলেন বিশ্ববিদ্যালয়ের শিক্ষক, শিল্পী ও সংস্কৃতিকর্মীরা। উপাচার্য আনুষ্ঠানিকভাবে ফেস্টিভ্যালের উদ্বোধন করেন এবং প্রদর্শনীতে স্থান পাওয়া শিল্পকর্মগুলো ঘুরে দেখেন। প্রসঙ্গত, তিন দিনব্যাপী এ আর্ট ফেস্টিভ্যালে বাংলাদেশসহ বিশ্বের বিভিন্ন দেশের স্বনামধন্য চিত্রশিল্পীদের নির্বাচিত চিত্রকর্ম প্রদর্শনের পাশাপাশি চিত্রাঙ্কন প্রতিযোগিতা, আর্ট ক্যাম্প, কর্মশালা ও সেমিনারের আয়োজন রয়েছে। আয়োজকরা জানান, ফেস্টিভ্যালটি শিল্পানুরাগীদের জন্য উন্মুক্ত থাকবে।-পূর্বাঞ্চল। bbox=[792, 666, 962, 841]
article-deluti bbox=[792, 372, 962, 603]
ad-contact-body bbox=[979, 1479, 1227, 1542]
article-body: নিজস্ব প্রতিবেদক : স্বামী বিবেকানন্দের ১৬৩তম জন্মবার্ষিকী উপলক্ষে খুলনায় আলোচনা সভা অনুষ্ঠিত হয়েছে। বক্তারা বলেন, স্বামী বিবেকানন্দ যুব সমাজকে আত্মবিশ্বাসী ও কর্মমুখী হওয়ার আহ্বান জানিয়েছিলেন। তাঁর বাণী আজও প্রাসঙ্গিক। সভায় বক্তারা বলেন, শিক্ষা ও সেবার মাধ্যমে মানবকল্যাণে কাজ করাই ছিল তাঁর জীবনের মূল আদর্শ। অনুষ্ঠানে স্বামী বিবেকানন্দের জীবন ও কর্ম নিয়ে আলোচনা করা হয় এবং সাংস্কৃতিক পরিবেশনা হয়। শেষে প্রসাদ বিতরণ করা হয়। অনুষ্ঠানে বিভিন্ন শ্রেণি-পেশার মানুষ, শিক্ষার্থী ও ধর্মপ্রাণ ব্যক্তিরা উপস্থিত ছিলেন।-পূর্বাঞ্চল। bbox=[138, 907, 260, 1026]
th-serial: ক্রমিক bbox=[975, 1084, 997, 1115]
th-post: পদের নাম bbox=[996, 1084, 1078, 1115]
table-cell: হিসাব শিক্ষক: bbox=[996, 1301, 1078, 1320]
dual-column-block bbox=[10, 875, 260, 1071]
masthead bbox=[10, 8, 1510, 151]
nameplate-url[interactable]: www.purbanchal.com bbox=[612, 130, 912, 153]
article-headline: কুয়েটে সুষ্ঠু ও শান্তিপূর্ণভাবে প্রথম বর্ষের ভর্তি পরীক্ষা অনুষ্ঠিত: উপস্থিতি ৮৯.৯৫% bbox=[13, 699, 257, 733]
article-kicker: আল জামিয়াতুল ফালাহ্ জামে মসজিদে bbox=[396, 832, 520, 846]
photo-office-event bbox=[526, 937, 786, 1049]
teaser-box-left bbox=[10, 8, 368, 148]
lead-body: নিজস্ব সংবাদদাতা, ফুলতলা (খুলনা)ঃ বিএনপির খুলনা জেলা শাখার সাবেক সাধারণ সম্পাদক ও ফুলতলা উপজেলা বিএনপির আহ্বায়ক শেখ আলি আজম লবি বলেছেন, দেশনেত্রী বেগম খালেদা জিয়া ছিলেন গণতন্ত্রের মা। বাংলাদেশের স্বাধীনতা ও সার্বভৌমত্ব রক্ষায় তাঁর অবদান জাতি আজীবন স্মরণে রাখবে। তিনি আরও বলেন, খালেদা জিয়া সারা জীবন দেশের মানুষের কল্যাণে কাজ করেছেন। তাঁর দেখানো পথেই আমাদের এগিয়ে যেতে হবে। বৃহস্পতিবার বিকেলে ফুলতলা উপজেলা পরিষদ মিলনায়তনে বেগম খালেদা জিয়ার রুহের মাগফেরাত কামনায় আয়োজিত দোয়া ও মিলাদ মাহফিলে প্রধান অতিথির বক্তব্যে তিনি এসব কথা বলেন। অনুষ্ঠানে সভাপতিত্ব করেন উপজেলা বিএনপির যুগ্ম আহ্বায়ক মোঃ আব্দুল হালিম। বিশেষ অতিথি হিসেবে উপস্থিত ছিলেন উপজেলা বিএনপির সদস্য সচিব, যুবদল, স্বেচ্ছাসেবক দল, ছাত্রদল ও শ্রমিক দলের নেতৃবৃন্দ। বক্তারা বলেন, খালেদা জিয়ার আদর্শ ধারণ করে দেশ গঠনে সবাইকে ঐক্যবদ্ধ হয়ে কাজ করতে হবে। দোয়া পরিচালনা করেন স্থানীয় মসজিদের ইমাম। পরে উপস্থিত সকলের মাঝে তবারক বিতরণ করা হয়। অনুষ্ঠানে দলীয় নেতাকর্মী ও সর্বস্তরের মানুষের ব্যাপক উপস্থিতি লক্ষ্য করা যায়। বক্তারা গণতন্ত্র পুনরুদ্ধারে ঐক্যের ডাক দেন এবং আগামী নির্বাচনে জনগণের ভোটাধিকার নিশ্চিত করার দাবি জানান। সভা শেষে নেতৃবৃন্দ মরহুমার বিদেহী আত্মার শান্তি কামনা করে বিশেষ মোনাজাত করেন।-পূর্বাঞ্চল। bbox=[526, 274, 786, 412]
teaser-right-body: কুষ্টিয়া প্রতিনিধি : কুষ্টিয়ায় সড়ক দুর্ঘটনায় নিহত ও আহত ৭০ পরিবারের মাঝে সরকারী আর্থিক অনুদানের চেক বিতরণ করা হয়েছে। বৃহস্পতিবার সকালে জেলা প্রশাসকের সম্মেলন কক্ষে এ চেক বিতরণ অনুষ্ঠানের আয়োজন করা হয়। সড়ক পরিবহন ও মহাসড়ক বিভাগের আওতায় বাংলাদেশ সড়ক পরিবহন কর্পোরেশন (বিআরটিসি) ট্রাস্টি বোর্ডের উদ্যোগে ক্ষতি ও মেধাবৃত্তি সহায়তা খাতে মৃত্যুবরণকারীর পরিবারকে ৫ লাখ টাকা এবং গুরুতর আহত ব্যক্তিকে ৩ লাখ টাকা করে অনুদান দেওয়া হয়েছে। এছাড়া স্থায়ী পঙ্গুত্ববরণকারীদের জন্য ৩ লাখ টাকা এবং সামান্য আহতদের জন্য চিকিৎসা সহায়তা হিসাবে ১ লাখ টাকা প্রদান করা হয়। জেলা প্রশাসক অনুষ্ঠানে প্রধান অতিথি হিসেবে উপস্থিত থেকে বলেন, সড়ক দুর্ঘটনা কমিয়ে আনতে সকলকে সচেতন হতে হবে। ট্রাফিক আইন মেনে চলা ও নিরাপদ গতিতে যানবাহন চালানোর উপর গুরুত্ব আরোপ করেন তিনি। অনুষ্ঠানে অতিরিক্ত জেলা প্রশাসক, বিআরটিএ কর্মকর্তা, সড়ক ও জনপথ বিভাগের প্রতিনিধি, পরিবহন মালিক ও শ্রমিক নেতৃবৃন্দ উপস্থিত ছিলেন। চেক গ্রহণকারী পরিবারের সদস্যরা সরকারের এ উদ্যোগকে স্বাগত জানিয়ে কৃতজ্ঞতা প্রকাশ করেন। তারা বলেন, এ অনুদান তাদের পরিবারের জন্য বড় সহায়তা হবে। জেলা প্রশাসন জানিয়েছে, ভবিষ্যতেও এ ধরনের সহায়তা কার্যক্রম অব্যাহত থাকবে বলে জানানো হয়।-পূর্বাঞ্চল। bbox=[1161, 51, 1504, 138]
ad-contact-box bbox=[974, 1455, 1232, 1547]
caption-indoor-meeting: খুলনা জেলা পর্যায়ের কর্মকর্তাদের নিয়ে আয়োজিত সভায় বক্তব্য রাখেন অতিথিবৃন্দ।-পূর্বাঞ্চল। bbox=[10, 1360, 235, 1368]
caption-memorial-banner: খুলনা মহানগরীর একটি এলাকায় বেগম খালেদা জিয়ার স্মরণে দোয়া মাহফিলের ব্যানার টানানো হয়েছে।-পূর্বাঞ্চল। bbox=[10, 1206, 260, 1223]
table-cell bbox=[975, 1320, 997, 1351]
list-item: • বিষয় উপরোক্ত যোগ্যতাগুলো, অভিজ্ঞতা ও মাকামুল হিফজ সনদপত্রের ফটোকপি সহ আবেদন করতে হবে। bbox=[988, 1398, 1230, 1418]
article-headline: পথিকৃৎ শিল্পীদের শিল্পকর্ম সংরক্ষণ করা প্রয়োজন : খুবি উপাচার্য bbox=[800, 638, 954, 662]
caption-cake-cutting: খুলনা শহীদ হাজী হাসানুল করিম আয়োজিত অনুষ্ঠানে কেক কেটে প্রতিষ্ঠানের প্রতিষ্ঠাবার্ষিকী উদযাপন করা হয়।-পূর্বাঞ্চল। bbox=[1244, 573, 1372, 598]
ad-page-mark: আর-৩৪ bbox=[1208, 1551, 1232, 1560]
ad-english-name: MARKAZUT TAHFIZ INTERNATIONAL MADRASHA bbox=[1039, 894, 1167, 962]
article-headline: স্বামী বিবেকানন্দের শতবর্ষ বিবরণ bbox=[154, 874, 244, 903]
table-cell bbox=[1078, 1301, 1104, 1320]
article-khubi-vc bbox=[968, 363, 1238, 420]
lead-headline: দেশনেত্রী খালেদা জিয়াকে মানুষ আজীবন স্মরণে রাখবে bbox=[529, 184, 783, 269]
article-headline: খুবিতে নবীন শিক্ষকদের ৫ দিনব্যাপী প্রশিক্ষণ কর্মশালা সমাপনী bbox=[970, 617, 1098, 660]
table-row bbox=[975, 1177, 1232, 1208]
article-body: প্রেস রিলিজ : খুলনা বিশ্ববিদ্যালয়ে নবীন শিক্ষকদের জন্য আয়োজিত ৫ দিনব্যাপী প্রশিক্ষণ কর্মশালার সমাপনী অনুষ্ঠান হয়েছে। বিশ্ববিদ্যালয়ের আইকিউএসি আয়োজিত কর্মশালায় ২৫ জন নবীন শিক্ষক অংশগ্রহণ করেন। সমাপনী অনুষ্ঠানে প্রধান অতিথি হিসেবে উপস্থিত ছিলেন উপাচার্য। তিনি বলেন, শিক্ষকতা একটি মহান পেশা। শিক্ষার্থীদের যথাযথ পাঠদানের মাধ্যমে দক্ষ মানবসম্পদ গড়ে তোলা সম্ভব। কর্মশালায় শিক্ষণ পদ্ধতি, মূল্যায়ন কৌশল, গবেষণা পদ্ধতি ও শিক্ষার্থী-শিক্ষক সম্পর্ক নিয়ে বিভিন্ন সেশন পরিচালিত হয়। শেষে অংশগ্রহণকারীদের মাঝে সনদ বিতরণ করা হয়।-পূর্বাঞ্চল। bbox=[968, 664, 1100, 783]
table-cell: ০১ জন bbox=[1078, 1239, 1104, 1270]
table-cell bbox=[975, 1351, 997, 1382]
article-jump[interactable]: (৩য় পাতায় দেখুন- bbox=[86, 1061, 132, 1069]
table-cell bbox=[1103, 1301, 1190, 1320]
article-nagarite bbox=[266, 339, 390, 649]
table-cell: ১. bbox=[975, 1115, 997, 1146]
ad-titles bbox=[1034, 879, 1172, 1003]
table-cell: ০২ জন bbox=[1078, 1146, 1104, 1177]
column-8 bbox=[1244, 161, 1372, 1568]
teaser-right-headline: কুষ্টিয়ায় সড়ক দুর্ঘটনার শিকার ৭০ পরিবারের মাঝে সরকারী অনুদানের চেক প্রদান bbox=[1157, 10, 1508, 49]
article-koyra-gulapota bbox=[792, 860, 962, 1012]
article-koyra-gulap bbox=[968, 806, 1238, 867]
advertisement-madrasha bbox=[968, 873, 1238, 1568]
column-5 bbox=[792, 161, 962, 1568]
table-row bbox=[975, 1146, 1232, 1177]
table-cell: আলিম/ফাজিল পাশ হতে হবে bbox=[1103, 1351, 1190, 1382]
article-khubi-vc-2 bbox=[792, 621, 962, 841]
list-item: • উক্ত আবেদন ও স্বীয় সনদপত্র সুস্থ হতে হবে। bbox=[988, 1418, 1230, 1428]
ad-header bbox=[974, 879, 1232, 1007]
ad-banner bbox=[974, 1011, 1232, 1039]
